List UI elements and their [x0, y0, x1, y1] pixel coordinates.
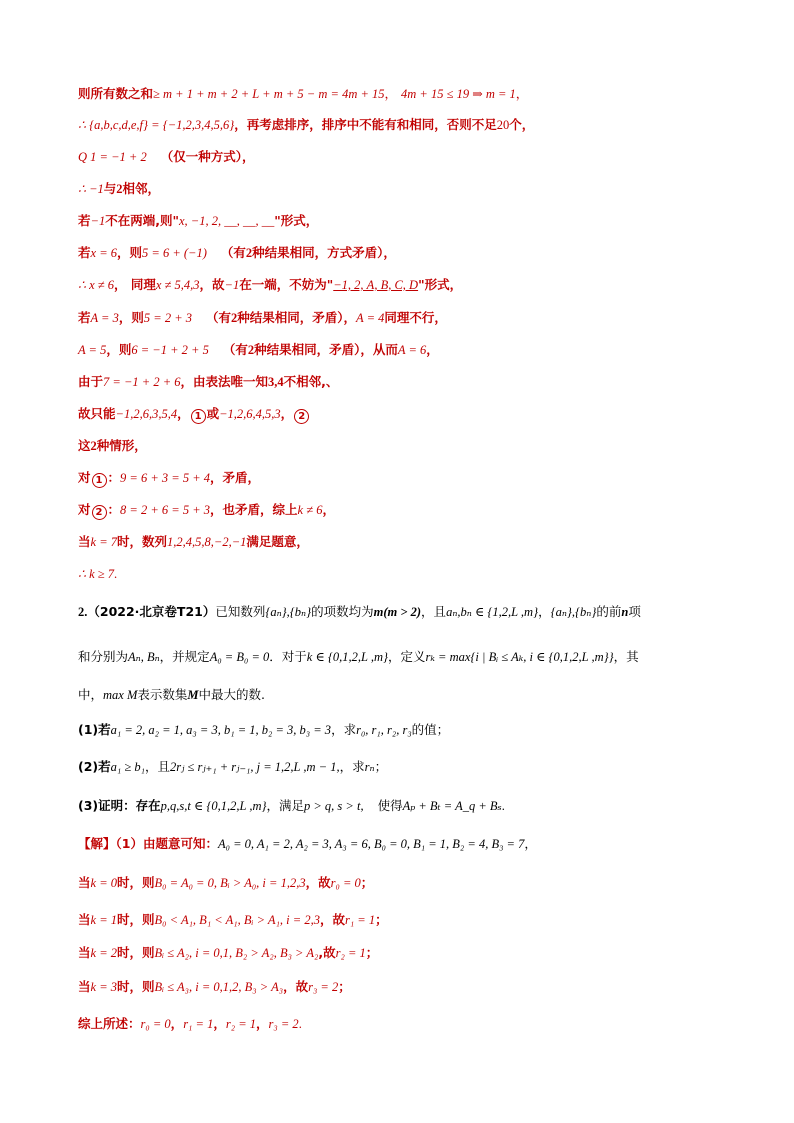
circled-number-1: 1: [191, 409, 206, 424]
text: 不相邻,、: [283, 374, 339, 389]
math: 8 = 2 + 6 = 5 + 3: [120, 503, 211, 517]
text: "形式，: [274, 213, 319, 228]
text: （有: [220, 245, 246, 260]
text: ，: [213, 1016, 226, 1031]
question-1: [78, 722, 754, 738]
text: 中最大的数.: [198, 687, 266, 702]
problem-number: 2.: [78, 605, 88, 619]
math: Aₙ, Bₙ: [128, 650, 160, 664]
text: .: [501, 799, 505, 813]
math: r₁ = 1: [183, 1017, 214, 1031]
text: 当: [78, 979, 91, 994]
math: ∴ x ≠ 6: [78, 278, 114, 292]
text-line-12: [78, 438, 754, 454]
text: 时，则: [117, 979, 155, 994]
text: 种情形，: [96, 438, 147, 453]
text: (3)证明：存在: [78, 798, 161, 813]
text-line-6: [78, 245, 754, 261]
text: ，: [538, 604, 551, 619]
text: 由于: [78, 374, 104, 389]
text: （仅一种方式），: [160, 149, 255, 164]
text-line-5: [78, 213, 754, 229]
math: 7 = −1 + 2 + 6: [103, 375, 181, 389]
text: (2)若: [78, 759, 111, 774]
text: ，: [426, 342, 439, 357]
text: ，: [384, 86, 398, 101]
text-line-3: [78, 149, 754, 165]
text: ，: [177, 406, 190, 421]
text: ，故: [283, 979, 309, 994]
text: 种结果相同，矛盾），: [237, 310, 357, 325]
math: k = 2: [90, 946, 117, 960]
math: r₀, r₁, r₂, r₃: [356, 723, 412, 737]
text: ,故: [318, 945, 336, 960]
text: 当: [78, 912, 91, 927]
text: ，: [515, 86, 529, 101]
text: 不在两端,则": [105, 213, 179, 228]
text: 满足题意，: [246, 534, 309, 549]
text-line-15: [78, 534, 754, 550]
text: ，且: [144, 759, 170, 774]
math: r₂ = 1: [225, 1017, 257, 1031]
text: 的项数均为: [311, 604, 374, 619]
text: ，再考虑排序，排序中不能有和相同，否则不足: [234, 117, 497, 132]
text: 时，则: [117, 912, 155, 927]
number: 2: [247, 343, 255, 357]
text: 时，数列: [117, 534, 168, 549]
text: ，也矛盾，综上: [210, 502, 298, 517]
question-2: [78, 759, 754, 775]
text: ，满足: [266, 798, 304, 813]
text: 综上所述：: [78, 1016, 141, 1031]
text: ：: [107, 470, 121, 485]
math: k = 1: [90, 913, 117, 927]
text: 若: [78, 213, 91, 228]
text: ，求: [331, 722, 357, 737]
text: ，则: [117, 245, 143, 260]
math: B₀ = A₀ = 0, Bᵢ > A₀, i = 1,2,3: [154, 876, 306, 890]
math: A₀ = 0, A₁ = 2, A₂ = 3, A₃ = 6, B₀ = 0, B₁ = 1, B₂ = 4, B₃ = 7: [217, 837, 525, 851]
text: ；: [338, 979, 351, 994]
text: 对: [78, 502, 91, 517]
text: 或: [206, 406, 220, 421]
text: 当: [78, 534, 91, 549]
text: ，故: [199, 277, 225, 292]
math: r₂ = 1: [335, 946, 366, 960]
math: n: [621, 605, 629, 619]
text: ；: [374, 759, 388, 774]
math: a₁ = 2, a₂ = 1, a₃ = 3, b₁ = 1, b₂ = 3, b₃ = 3: [110, 723, 332, 737]
math: 9 = 6 + 3 = 5 + 4: [120, 471, 211, 485]
text: ；: [375, 912, 388, 927]
text: (1)若: [78, 722, 111, 737]
problem-2-line-1: [78, 604, 754, 620]
math: k = 3: [90, 980, 117, 994]
text: （有: [206, 310, 232, 325]
math: {aₙ},{bₙ}: [265, 605, 312, 619]
solution-tag: 【解】: [78, 836, 116, 851]
solution-line-6: [78, 1016, 754, 1032]
text: ，则: [106, 342, 132, 357]
text: 对: [78, 470, 91, 485]
math: p,q,s,t ∈ {0,1,2,L ,m}: [160, 799, 267, 813]
math: Bᵢ ≤ A₂, i = 0,1, B₂ > A₂, B₃ > A₂: [154, 946, 319, 960]
text: 个，: [509, 117, 535, 132]
math: A = 5: [78, 343, 107, 357]
text: 同理不行，: [384, 310, 447, 325]
math: k ∈ {0,1,2,L ,m}: [306, 650, 388, 664]
math: B₀ < A₁, B₁ < A₁, Bᵢ > A₁, i = 2,3: [154, 913, 320, 927]
text: ，: [322, 502, 335, 517]
solution-line-1: [78, 836, 754, 852]
math: x, −1, 2, __, __, __: [178, 214, 275, 228]
math: ∴ k ≥ 7: [78, 567, 114, 581]
text: ，故: [305, 875, 331, 890]
math: 5 = 6 + (−1): [142, 246, 207, 260]
math: r₃ = 2: [268, 1017, 299, 1031]
text: 这: [78, 438, 91, 453]
text: 种结果相同，方式矛盾），: [252, 245, 396, 260]
text: .: [114, 567, 118, 581]
number: 2: [231, 311, 238, 325]
math: 6 = −1 + 2 + 5: [131, 343, 209, 357]
text: ．对于: [269, 649, 307, 664]
text: "形式，: [418, 277, 463, 292]
math: ∴ {a,b,c,d,e,f} = {−1,2,3,4,5,6}: [78, 118, 235, 132]
text: ，并规定: [159, 649, 210, 664]
text: ：: [107, 502, 121, 517]
math: A = 6: [397, 343, 427, 357]
text: ，矛盾，: [210, 470, 261, 485]
math: −1, 2, A, B, C, D: [333, 278, 419, 292]
text-line-7: [78, 277, 754, 293]
math: {aₙ},{bₙ}: [550, 605, 597, 619]
math: m(m > 2): [373, 605, 422, 619]
text: ，由表法唯一知: [180, 374, 269, 389]
text: 中，: [78, 687, 104, 702]
text-line-14: [78, 502, 754, 520]
text: .: [298, 1017, 302, 1031]
problem-2-line-2: [78, 649, 754, 665]
math: p > q, s > t,: [303, 799, 364, 813]
math: r₁ = 1: [344, 913, 376, 927]
text: ，则: [118, 310, 144, 325]
solution-line-5: [78, 979, 754, 995]
math: Aₚ + Bₜ = A_q + Bₛ: [402, 799, 502, 813]
text: ，: [170, 1016, 184, 1031]
math: x = 6: [90, 246, 117, 260]
number: 3,4: [268, 375, 284, 389]
text: 当: [78, 875, 91, 890]
number: 2: [245, 246, 253, 260]
math: 1,2,4,5,8,−2,−1: [167, 535, 247, 549]
solution-line-2: [78, 875, 754, 891]
circled-number-2: 2: [294, 409, 309, 424]
text: （1）由题意可知：: [115, 836, 218, 851]
text: ，: [256, 1016, 269, 1031]
math: ≥ m + 1 + m + 2 + L + m + 5 − m = 4m + 15: [153, 87, 385, 101]
question-3: [78, 798, 754, 814]
text: 相邻，: [122, 181, 161, 196]
text: 若: [78, 245, 91, 260]
text: ，且: [421, 604, 447, 619]
math: rₙ: [364, 760, 375, 774]
math: A₀ = B₀ = 0: [209, 650, 270, 664]
text: 项: [628, 604, 641, 619]
math: Bᵢ ≤ A₃, i = 0,1,2, B₃ > A₃: [154, 980, 284, 994]
text: 时，则: [117, 945, 155, 960]
text: ，定义: [387, 649, 426, 664]
math: 5 = 2 + 3: [143, 311, 193, 325]
text: 时，则: [117, 875, 155, 890]
text: 已知数列: [215, 604, 266, 619]
problem-2-line-3: [78, 687, 754, 703]
text: 表示数集: [137, 687, 188, 702]
text: 与: [103, 181, 117, 196]
math: A = 4: [356, 311, 385, 325]
text-line-1: [78, 86, 754, 102]
text: （有: [222, 342, 248, 357]
math: 2rⱼ ≤ rⱼ₊₁ + rⱼ₋₁, j = 1,2,L ,m − 1,: [169, 760, 340, 774]
text: 则所有数之和: [78, 86, 154, 101]
text: ，故: [319, 912, 345, 927]
text: 种结果相同，矛盾），从而: [254, 342, 398, 357]
math: r₀ = 0: [140, 1017, 171, 1031]
text-line-11: [78, 406, 754, 424]
problem-source: （2022·北京卷T21）: [87, 604, 216, 619]
math: x ≠ 5,4,3: [155, 278, 200, 292]
text: ，求: [339, 759, 365, 774]
math: r₀ = 0: [330, 876, 361, 890]
math: Q 1 = −1 + 2: [78, 150, 147, 164]
math: −1,2,6,3,5,4: [115, 407, 178, 421]
math: a₁ ≥ b₁: [110, 760, 145, 774]
math: 4m + 15 ≤ 19 ⇒ m = 1: [401, 87, 516, 101]
number: 2: [116, 182, 123, 196]
text-line-13: [78, 470, 754, 488]
text: 和分别为: [78, 649, 129, 664]
math: r₃ = 2: [308, 980, 339, 994]
text: 使得: [377, 798, 403, 813]
text-line-4: [78, 181, 754, 197]
number: 2: [90, 439, 97, 453]
text-line-10: [78, 374, 754, 390]
text-line-9: [78, 342, 754, 358]
text-line-8: [78, 310, 754, 326]
text: 若: [78, 310, 91, 325]
text-line-16: [78, 566, 754, 582]
text: ；: [360, 875, 374, 890]
math: M: [187, 688, 199, 702]
math: k = 7: [90, 535, 117, 549]
math: aₙ,bₙ ∈ {1,2,L ,m}: [446, 605, 539, 619]
math: max M: [103, 688, 138, 702]
math: rₖ = max{i | Bᵢ ≤ Aₖ, i ∈ {0,1,2,L ,m}}: [425, 650, 614, 664]
math: −1: [224, 278, 240, 292]
math: −1: [90, 214, 106, 228]
text: ，其: [613, 649, 639, 664]
text: 的值；: [411, 722, 450, 737]
number: 20: [496, 118, 510, 132]
text: 在一端，不妨为": [239, 277, 334, 292]
text: ，: [280, 406, 294, 421]
text: ，: [524, 836, 537, 851]
math: −1,2,6,4,5,3: [219, 407, 281, 421]
math: A = 3: [90, 311, 119, 325]
math: k ≠ 6: [297, 503, 323, 517]
text: 的前: [596, 604, 622, 619]
circled-number-2: 2: [92, 505, 107, 520]
text: 故只能: [78, 406, 116, 421]
circled-number-1: 1: [92, 473, 107, 488]
math: ∴ −1: [78, 182, 104, 196]
solution-line-3: [78, 912, 754, 928]
text: ；: [365, 945, 379, 960]
math: k = 0: [90, 876, 117, 890]
text: ， 同理: [114, 277, 156, 292]
solution-line-4: [78, 945, 754, 961]
text: 当: [78, 945, 91, 960]
text-line-2: [78, 117, 754, 133]
